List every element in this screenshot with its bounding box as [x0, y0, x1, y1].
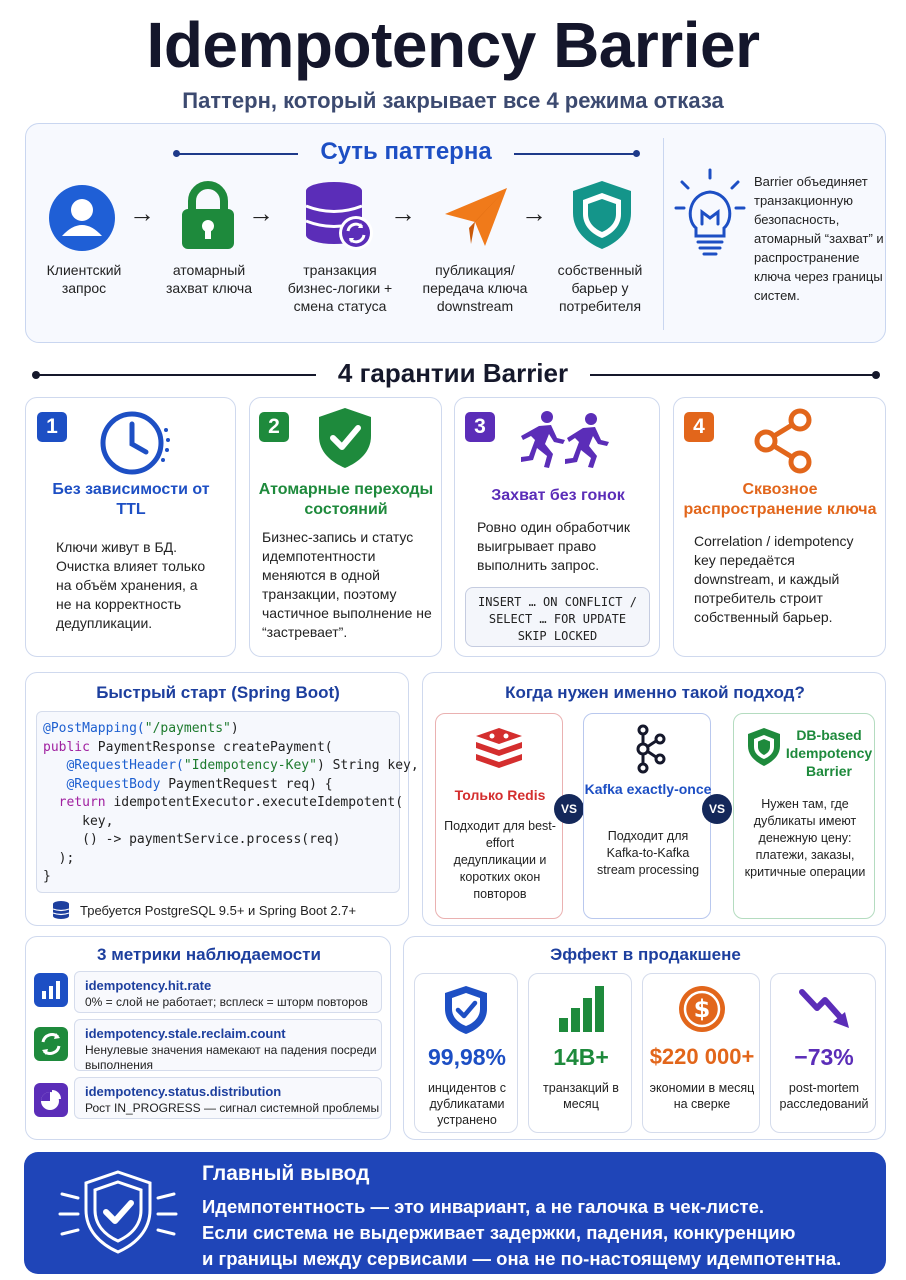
effect-value: 14B+	[553, 1044, 609, 1070]
share-icon	[752, 408, 818, 479]
code-token: idempotentExecutor.executeIdempotent(	[105, 795, 404, 810]
kafka-icon	[630, 724, 666, 779]
effect-card	[528, 973, 632, 1133]
quickstart-panel	[25, 672, 419, 926]
vs-badge: VS	[554, 794, 584, 824]
essence-heading: Суть паттерна	[320, 138, 492, 165]
step-label: собственный барьер у потребителя	[557, 262, 643, 314]
when-heading: Когда нужен именно такой подход?	[505, 683, 805, 702]
effect-label: инцидентов с дубликатами устранено	[427, 1081, 507, 1127]
effect-label: экономии в месяц на сверке	[649, 1081, 755, 1111]
step-label: транзакция бизнес-логики + смена статуса	[287, 262, 393, 314]
effect-label: post-mortem расследований	[779, 1081, 869, 1111]
step-label: Клиентский запрос	[46, 262, 122, 296]
option-card	[435, 713, 563, 919]
code-token: @RequestHeader(	[66, 758, 184, 773]
option-title: DB-based Idempotency Barrier	[785, 727, 873, 779]
metric-name: idempotency.status.distribution	[85, 1084, 282, 1099]
effect-value: −73%	[794, 1044, 854, 1070]
card-text: Ровно один обработчик выигрывает право выполнить запрос.	[477, 519, 630, 573]
card-title: Захват без гонок	[491, 487, 625, 504]
option-title: Только Redis	[454, 787, 546, 803]
trend-down-icon	[799, 986, 851, 1037]
rule-dot	[633, 150, 640, 157]
code-token: )	[230, 721, 239, 736]
card-number-badge: 3	[465, 412, 495, 442]
quickstart-heading: Быстрый старт (Spring Boot)	[96, 683, 340, 702]
flow-arrow: →	[248, 198, 274, 228]
code-token: "/payments"	[144, 721, 231, 736]
metric-desc: Рост IN_PROGRESS — сигнал системной проблемы	[85, 1101, 380, 1115]
requirement-note: Требуется PostgreSQL 9.5+ и Spring Boot 2.7+	[80, 903, 357, 918]
refresh-icon	[34, 1027, 68, 1061]
effect-value: $220 000+	[649, 1044, 755, 1069]
conclusion-line: Идемпотентность — это инвариант, а не галочка в чек-листе.	[202, 1196, 765, 1217]
essence-note: Barrier объединяет транзакционную безопасность, атомарный “захват” и распространение ключа через границы систем.	[754, 174, 884, 303]
guarantee-card	[249, 397, 442, 657]
essence-panel	[25, 123, 886, 343]
flow-arrow: →	[521, 198, 547, 228]
conclusion-banner	[24, 1152, 886, 1274]
code-token: public	[43, 739, 90, 755]
card-number-badge: 2	[259, 412, 289, 442]
dollar-icon	[677, 984, 727, 1039]
code-token: @PostMapping(	[43, 721, 145, 736]
conclusion-line: Если система не выдерживает задержки, падения, конкуренцию	[202, 1222, 796, 1243]
shield-check-icon	[58, 1168, 178, 1263]
metrics-panel	[25, 936, 391, 1140]
flow-arrow: →	[129, 198, 155, 228]
card-number-badge: 1	[37, 412, 67, 442]
metric-name: idempotency.stale.reclaim.count	[85, 1026, 286, 1041]
metrics-heading: 3 метрики наблюдаемости	[97, 945, 321, 964]
bar-chart-icon	[34, 973, 68, 1007]
guarantee-card	[25, 397, 236, 657]
option-text: Подходит для Kafka-to-Kafka stream processing	[596, 829, 700, 877]
pie-chart-icon	[34, 1083, 68, 1117]
card-title: Без зависимости от TTL	[52, 481, 210, 518]
card-text: Бизнес-запись и статус идемпотентности меняются в одной транзакции, поэтому частичное выполнение не “застревает”.	[262, 529, 432, 640]
svg-text:$: $	[693, 995, 711, 1023]
effect-card	[642, 973, 760, 1133]
metric-desc: Ненулевые значения намекают на падения посреди выполнения	[85, 1043, 377, 1072]
shield-check-icon	[746, 726, 782, 773]
database-icon	[52, 900, 70, 925]
card-title: Сквозное распространение ключа	[683, 481, 877, 518]
sql-code-box: INSERT … ON CONFLICT / SELECT … FOR UPDATE SKIP LOCKED	[465, 587, 650, 647]
card-number-badge: 4	[684, 412, 714, 442]
conclusion-title: Главный вывод	[202, 1162, 370, 1185]
shield-check-icon	[317, 406, 373, 475]
option-text: Нужен там, где дубликаты имеют денежную цену: платежи, заказы, критичные операции	[744, 797, 866, 879]
effect-card	[414, 973, 518, 1133]
redis-icon	[474, 726, 524, 777]
metric-row	[74, 1077, 382, 1119]
option-card	[733, 713, 875, 919]
shield-check-icon	[443, 984, 489, 1041]
paper-plane-icon	[441, 184, 511, 255]
code-token: PaymentResponse createPayment(	[89, 739, 333, 755]
rule-dot	[872, 371, 880, 379]
option-title: Kafka exactly-once	[584, 781, 712, 797]
clock-icon	[98, 408, 172, 483]
vs-badge: VS	[702, 794, 732, 824]
effect-heading: Эффект в продакшене	[550, 945, 741, 964]
shield-icon	[571, 179, 633, 256]
code-token: "Idempotency-Key"	[183, 758, 317, 773]
effect-value: 99,98%	[427, 1044, 506, 1070]
effect-panel	[403, 936, 886, 1140]
lightbulb-icon	[674, 168, 746, 261]
metric-row	[74, 971, 382, 1013]
code-token: @RequestBody	[66, 776, 161, 792]
effect-label: транзакций в месяц	[543, 1081, 619, 1111]
guarantee-card	[673, 397, 886, 657]
code-token: );	[58, 850, 75, 866]
card-text: Ключи живут в БД. Очистка влияет только на объём хранения, а не на корректность дедупликации.	[56, 539, 206, 631]
page-subtitle: Паттерн, который закрывает все 4 режима отказа	[182, 88, 724, 113]
runners-icon	[517, 410, 613, 475]
conclusion-line: и границы между сервисами — она не по-настоящему идемпотентна.	[202, 1248, 842, 1269]
divider	[663, 138, 664, 330]
guarantees-heading: 4 гарантии Barrier	[337, 358, 569, 388]
user-icon	[48, 184, 116, 257]
metric-desc: 0% = слой не работает; всплеск = шторм повторов	[85, 995, 368, 1009]
code-token: () -> paymentService.process(req)	[82, 832, 341, 847]
bar-chart-icon	[557, 984, 607, 1039]
page-title: Idempotency Barrier	[146, 9, 760, 81]
rule-line	[514, 153, 634, 155]
code-token: ) String key,	[316, 758, 419, 773]
code-token: }	[43, 869, 51, 884]
card-title: Атомарные переходы состояний	[258, 481, 434, 518]
card-text: Correlation / idempotency key передаётся downstream, и каждый потребитель строит собственный барьер.	[694, 533, 854, 625]
guarantee-card	[454, 397, 660, 657]
code-snippet	[36, 711, 419, 893]
step-label: публикация/ передача ключа downstream	[422, 262, 528, 314]
code-token: key,	[82, 813, 114, 829]
database-sync-icon	[302, 179, 376, 258]
metric-row	[74, 1019, 382, 1071]
option-card	[583, 713, 711, 919]
rule-line	[590, 374, 876, 376]
effect-card	[770, 973, 876, 1133]
code-token: return	[58, 795, 106, 810]
flow-arrow: →	[390, 198, 416, 228]
step-label: атомарный захват ключа	[166, 262, 252, 296]
code-token: PaymentRequest req) {	[160, 776, 333, 792]
rule-line	[178, 153, 298, 155]
option-text: Подходит для best-effort дедупликации и коротких окон повторов	[444, 819, 556, 901]
when-panel	[422, 672, 886, 926]
metric-name: idempotency.hit.rate	[85, 978, 212, 993]
lock-icon	[176, 179, 240, 256]
